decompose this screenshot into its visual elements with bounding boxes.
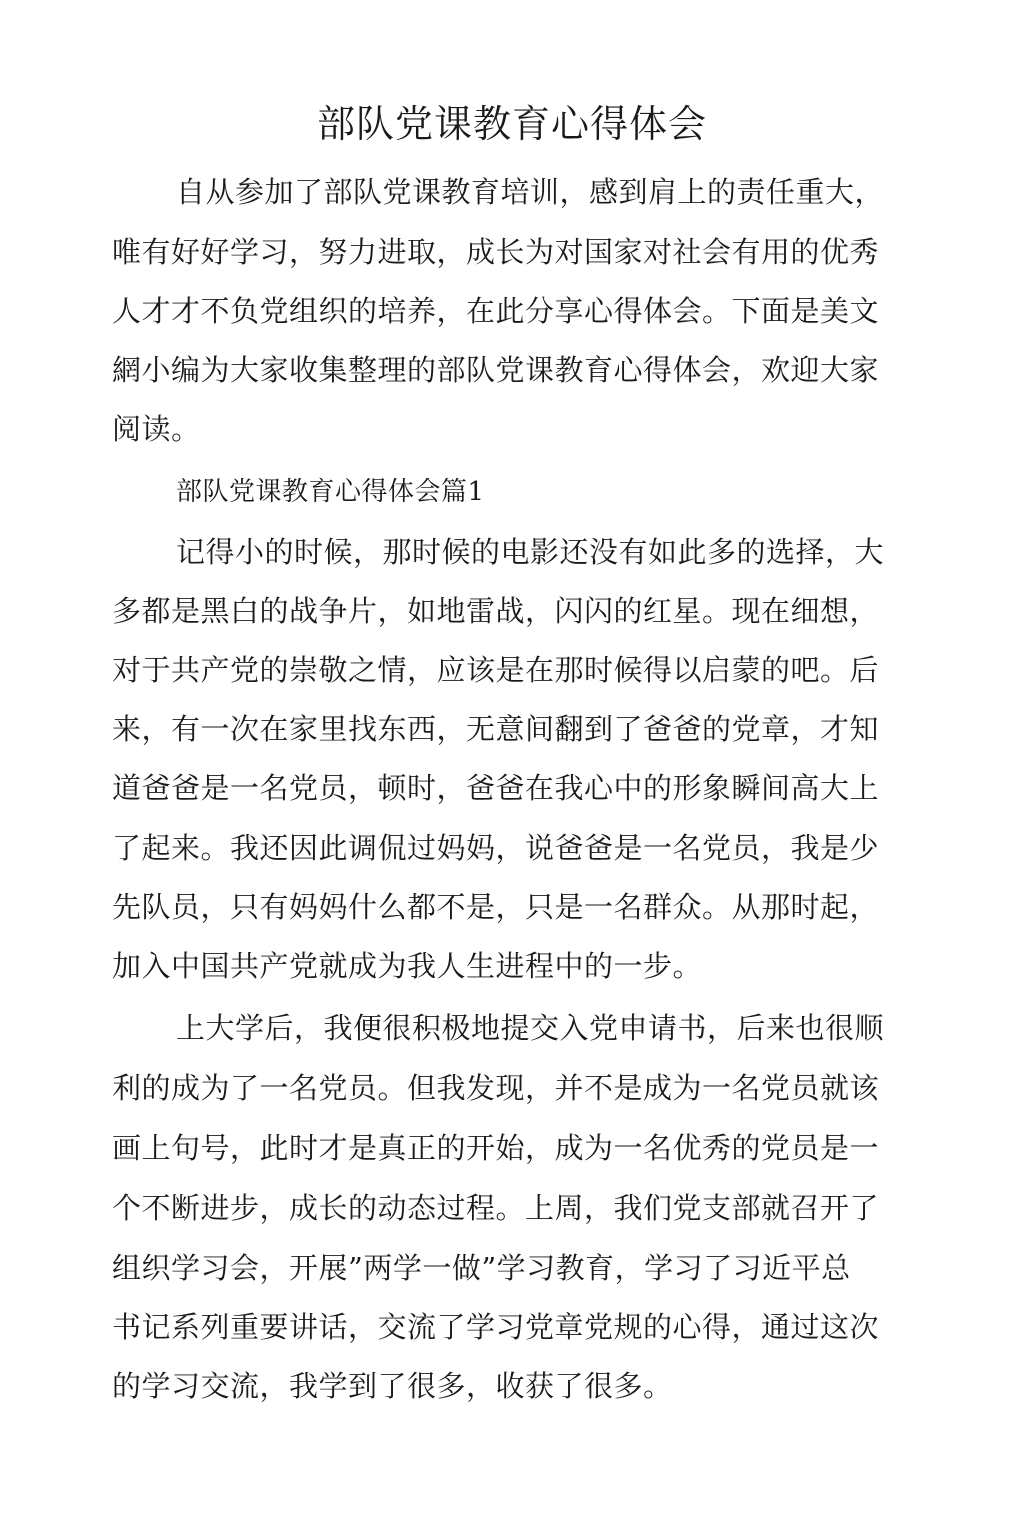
para2-line: 利的成为了一名党员。但我发现，并不是成为一名党员就该: [112, 1071, 880, 1105]
para2-line: 的学习交流，我学到了很多，收获了很多。: [112, 1369, 673, 1403]
para1-line: 来，有一次在家里找东西，无意间翻到了爸爸的党章，才知: [112, 712, 880, 746]
intro-line: 唯有好好学习，努力进取，成长为对国家对社会有用的优秀: [112, 235, 880, 269]
para1-line: 了起来。我还因此调侃过妈妈，说爸爸是一名党员，我是少: [112, 831, 880, 865]
para1-line: 加入中国共产党就成为我人生进程中的一步。: [112, 949, 703, 983]
para2-line: 组织学习会，开展”两学一做”学习教育，学习了习近平总: [112, 1251, 851, 1285]
para1-line: 先队员，只有妈妈什么都不是，只是一名群众。从那时起，: [112, 890, 880, 924]
intro-line: 阅读。: [112, 412, 201, 446]
para2-line: 画上句号，此时才是真正的开始，成为一名优秀的党员是一: [112, 1131, 880, 1165]
para1-line: 对于共产党的崇敬之情，应该是在那时候得以启蒙的吧。后: [112, 653, 880, 687]
para2-line: 个不断进步，成长的动态过程。上周，我们党支部就召开了: [112, 1191, 880, 1225]
intro-line: 人才才不负党组织的培养，在此分享心得体会。下面是美文: [112, 294, 880, 328]
intro-line: 網小编为大家收集整理的部队党课教育心得体会，欢迎大家: [112, 353, 880, 387]
para1-line: 多都是黑白的战争片，如地雷战，闪闪的红星。现在细想，: [112, 594, 880, 628]
para1-line: 记得小的时候，那时候的电影还没有如此多的选择，大: [176, 535, 885, 569]
section-heading: 部队党课教育心得体会篇1: [176, 477, 485, 507]
para2-line: 上大学后，我便很积极地提交入党申请书，后来也很顺: [176, 1011, 885, 1045]
para1-line: 道爸爸是一名党员，顿时，爸爸在我心中的形象瞬间高大上: [112, 771, 880, 805]
document-title: 部队党课教育心得体会: [316, 102, 707, 146]
intro-line: 自从参加了部队党课教育培训，感到肩上的责任重大，: [176, 175, 885, 209]
para2-line: 书记系列重要讲话，交流了学习党章党规的心得，通过这次: [112, 1310, 880, 1344]
